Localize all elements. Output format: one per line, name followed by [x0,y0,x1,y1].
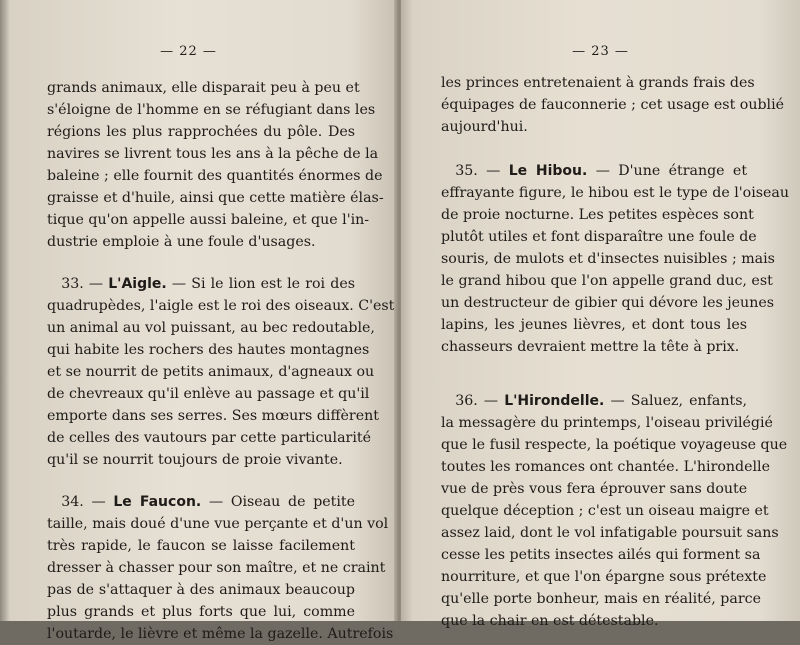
left-page [0,0,397,642]
text-line: chasseurs devraient mettre la tête à prix. [441,339,740,355]
section-number: 35. — [455,163,501,179]
section-title: Le Faucon. [113,494,202,510]
text-line: s'éloigne de l'homme en se réfugiant dans les [47,102,376,118]
section-number: 36. — [455,393,499,409]
text-line: graisse et d'huile, ainsi que cette matière élas- [47,190,384,206]
page-number: — 23 — [572,44,629,59]
text-line: équipages de fauconnerie ; cet usage est oublié [441,97,785,113]
text-line: les princes entretenaient à grands frais des [441,75,755,91]
right-page-text [441,72,790,632]
section-heading-line [441,390,747,412]
text-line: de celles des vautours par cette particularité [47,430,371,446]
section-number: 34. — [61,494,106,510]
text-line: et se nourrit de petits animaux, d'agneaux ou [47,364,375,380]
text-line: plutôt utiles et font disparaître une foule de [441,229,757,245]
text-line: emporte dans ses serres. Ses mœurs diffèrent [47,408,379,424]
section-title: L'Hirondelle. [504,393,605,409]
text-line: la messagère du printemps, l'oiseau privilégié [441,415,773,431]
section-heading-line [47,491,355,513]
text-line: quadrupèdes, l'aigle est le roi des oiseaux. C'est [47,298,395,314]
section-heading-line [47,273,355,295]
text-line: taille, mais doué d'une vue perçante et d'un vol [47,516,389,532]
text-line: un destructeur de gibier qui dévore les jeunes [441,295,775,311]
section-number: 33. — [61,276,104,292]
text-line: très rapide, le faucon se laisse facilement [47,538,355,554]
text-line: cesse les petits insectes ailés qui forment sa [441,547,761,563]
text-line: vue de près vous fera éprouver sans doute [441,481,748,497]
text-fragment: — D'une étrange et [595,163,748,179]
section-title: L'Aigle. [108,276,167,292]
text-line: régions les plus rapprochées du pôle. Des [47,124,355,140]
text-line: toutes les romances ont chantée. L'hirondelle [441,459,770,475]
text-line: qui habite les rochers des hautes montagnes [47,342,370,358]
text-fragment: — Saluez, enfants, [610,393,747,409]
right-page [401,0,800,629]
text-line: lapins, les jeunes lièvres, et dont tous les [441,317,747,333]
text-line: nourriture, et que l'on épargne sous prétexte [441,569,767,585]
text-line: grands animaux, elle disparait peu à peu et [47,80,360,96]
text-line: que la chair en est détestable. [441,613,659,629]
section-title: Le Hibou. [508,163,588,179]
page-number: — 22 — [160,44,217,59]
text-line: qu'elle porte bonheur, mais en réalité, parce [441,591,761,607]
text-line: que le fusil respecte, la poétique voyageuse que [441,437,788,453]
text-line: assez laid, dont le vol infatigable poursuit sans [441,525,779,541]
section-heading-line [441,160,747,182]
text-line: souris, de mulots et d'insectes nuisibles ; mais [441,251,775,267]
text-line: de proie nocturne. Les petites espèces sont [441,207,754,223]
text-line: effrayante figure, le hibou est le type de l'oiseau [441,185,790,201]
text-fragment: — Si le lion est le roi des [171,276,355,292]
text-line: quelque déception ; c'est un oiseau maigre et [441,503,769,519]
text-line: dresser à chasser pour son maître, et ne craint [47,560,386,576]
text-line: plus grands et plus forts que lui, comme [47,604,355,620]
text-line: de chevreaux qu'il enlève au passage et qu'il [47,386,370,402]
left-page-text [47,77,395,645]
text-line: pas de s'attaquer à des animaux beaucoup [47,582,355,598]
text-line: le grand hibou que l'on appelle grand duc, est [441,273,773,289]
text-line: l'outarde, le lièvre et même la gazelle. Autrefois [47,626,394,642]
text-fragment: — Oiseau de petite [208,494,356,510]
text-line: navires se livrent tous les ans à la pêche de la [47,146,379,162]
text-line: qu'il se nourrit toujours de proie vivante. [47,452,343,468]
text-line: aujourd'hui. [441,119,528,135]
text-line: dustrie emploie à une foule d'usages. [47,234,316,250]
text-line: tique qu'on appelle aussi baleine, et que l'in- [47,212,370,228]
text-line: un animal au vol puissant, au bec redoutable, [47,320,375,336]
text-line: baleine ; elle fournit des quantités énormes de [47,168,383,184]
